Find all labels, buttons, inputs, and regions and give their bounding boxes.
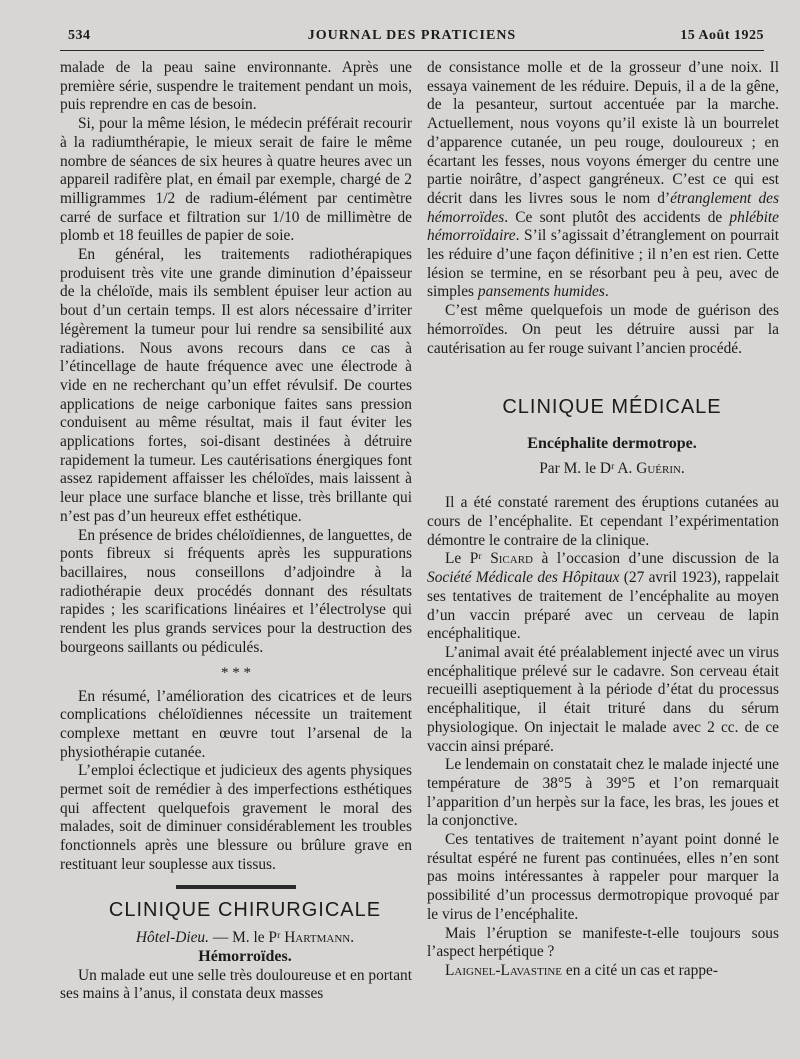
section-break-asterism: * * * — [221, 664, 251, 681]
paragraph: C’est même quelquefois un mode de guérison des hémorroïdes. On peut les détruire aussi par la cautérisation au fer rouge suivant l’ancien procédé. — [427, 302, 779, 357]
lecturer-prefix: — M. le Pʳ — [212, 929, 281, 947]
text-run: . Ce sont plutôt des accidents de — [504, 208, 730, 226]
hospital-name: Hôtel-Dieu. — [135, 929, 209, 947]
italic-term: pansements humides — [477, 283, 605, 301]
person-name: Sicard — [490, 550, 533, 568]
article-byline — [427, 460, 779, 479]
italic-term: étranglement des hémorroïdes — [427, 189, 779, 226]
text-run: . S’il s’agissait d’étranglement on pourrait les réduire d’une façon définitive ; il n’en est rien. Cette lésion se termine, en se résorbant peu à peu, avec de simples — [427, 227, 779, 301]
paragraph — [427, 550, 779, 644]
text-run: en a cité un cas et rappe- — [562, 961, 718, 979]
paragraph: Un malade eut une selle très douloureuse et en portant ses mains à l’anus, il constata deux masses — [60, 966, 412, 1003]
article-title: Encéphalite dermotrope. — [527, 434, 697, 452]
running-header — [60, 26, 764, 48]
right-column — [427, 59, 779, 981]
header-rule — [60, 50, 764, 51]
text-run: Le Pʳ — [445, 550, 491, 568]
left-column — [60, 59, 412, 1004]
text-run: (27 avril 1923), rappelait ses tentatives de traitement de l’encéphalite au moyen d’un vaccin préparé avec un cerveau de lapin encéphalitique. — [427, 569, 780, 643]
byline-prefix: Par M. le Dʳ A. — [539, 459, 633, 477]
paragraph: L’animal avait été préalablement injecté avec un virus encéphalitique prélevé sur le cadavre. Son cerveau était recueilli aseptiquement à la période d’état du processus encéphalitique, il était trituré dans du sérum physiologique. On injectait le malade avec 2 cc. de ce vaccin ainsi préparé. — [427, 643, 779, 755]
paragraph — [427, 59, 779, 302]
paragraph: En présence de brides chéloïdiennes, de languettes, de ponts fibreux si fréquents après les suppurations bacillaires, nous conseillons d’adjoindre à la radiothérapie deux procédés donnant des résultats rapides ; les scarifications linéaires et l’électrolyse qui rendent les plus grands services pour la destruction des bourgeons saillants ou pédiculés. — [60, 526, 412, 656]
text-run: de consistance molle et de la grosseur d’une noix. Il essaya vainement de les réduire. Depuis, il a de la gêne, de la pesanteur, surtout accentuée par la marche. Actuellement, nous voyons qu’il existe là un bourrelet d’apparence cutanée, un peu rouge, douloureux ; en écartant les fesses, nous voyons émerger du centre une partie noirâtre, d’aspect gangréneux. C’est ce qui est décrit dans les livres sous le nom d’ — [427, 59, 779, 207]
journal-title: JOURNAL DES PRATICIENS — [307, 28, 517, 43]
italic-term: phlébite hémorroïdaire — [427, 208, 779, 245]
text-run: à l’occasion d’une discussion de la — [532, 550, 779, 568]
paragraph: Il a été constaté rarement des éruptions cutanées au cours de l’encéphalite. Et cependant l’expérimentation démontre le contraire de la clinique. — [427, 494, 779, 549]
paragraph: En résumé, l’amélioration des cicatrices et de leurs complications chéloïdiennes nécessite un traitement complexe mettant en œuvre tout l’arsenal de la physiothérapie cutanée. — [60, 687, 412, 761]
paragraph — [427, 962, 779, 981]
person-name: Laignel-Lavastine — [445, 961, 563, 979]
italic-term: Société Médicale des Hôpitaux — [427, 569, 620, 587]
section-title-medicale: CLINIQUE MÉDICALE — [502, 396, 722, 419]
paragraph: L’emploi éclectique et judicieux des agents physiques permet soit de remédier à des imperfections esthétiques qui affectent quelquefois gravement le moral des malades, soit de diminuer considérablement les troubles fonctionnels après une blessure ou brûlure grave en restituant leur souplesse aux tissus. — [60, 762, 412, 873]
issue-date: 15 Août 1925 — [680, 28, 764, 43]
lecture-topic: Hémorroïdes. — [198, 947, 292, 965]
paragraph: Mais l’éruption se manifeste-t-elle toujours sous l’aspect herpétique ? — [427, 924, 779, 961]
text-run: . — [604, 283, 609, 301]
paragraph: Ces tentatives de traitement n’ayant point donné le résultat espéré ne furent pas continuées, elles n’en sont pas moins intéressantes à rappeler pour marquer la possibilité d’un processus dermotropique provoqué par le virus de l’encéphalite. — [427, 831, 779, 923]
paragraph: Le lendemain on constatait chez le malade injecté une température de 38°5 à 39°5 et l’on remarquait l’apparition d’un herpès sur la face, les bras, les joues et la conjonctive. — [427, 756, 779, 830]
paragraph: En général, les traitements radiothérapiques produisent très vite une grande diminution d’épaisseur de la chéloïde, mais ils semblent épuiser leur action au bout d’un certain temps. Il est alors nécessaire d’irriter légèrement la tumeur pour lui rendre sa sensibilité aux radiations. Nous avons recours dans ce cas à l’étincellage de haute fréquence avec une électrode à vide en ne recherchant qu’un effet révulsif. De courtes applications de neige carbonique faites sans pression conduisent au même résultat, mais il faut éviter les applications fortes, soi-disant destinées à détruire rapidement la tumeur. Les cautérisations énergiques font assez rapidement affaisser les chéloïdes, mais laissent à leur place une surface blanche et lisse, très brillante qui n’est pas d’un heureux effet esthétique. — [60, 246, 412, 525]
author-name: Guérin. — [636, 459, 685, 477]
lecture-byline — [60, 929, 412, 948]
paragraph: malade de la peau saine environnante. Après une première série, suspendre le traitement pendant un mois, puis reprendre en cas de besoin. — [60, 59, 412, 114]
section-title-chirurgicale: CLINIQUE CHIRURGICALE — [108, 898, 382, 921]
lecturer-name: Hartmann. — [284, 929, 355, 947]
page-number: 534 — [68, 28, 91, 43]
paragraph: Si, pour la même lésion, le médecin préférait recourir à la radiumthérapie, le mieux serait de faire le même nombre de séances de six heures à quatre heures avec un appareil radifère plat, en émail par exemple, chargé de 2 milligrammes 1/2 de radium-élément par centimètre carré de surface et filtration sur 1/10 de millimètre de plomb et 18 feuilles de papier de soie. — [60, 115, 412, 245]
